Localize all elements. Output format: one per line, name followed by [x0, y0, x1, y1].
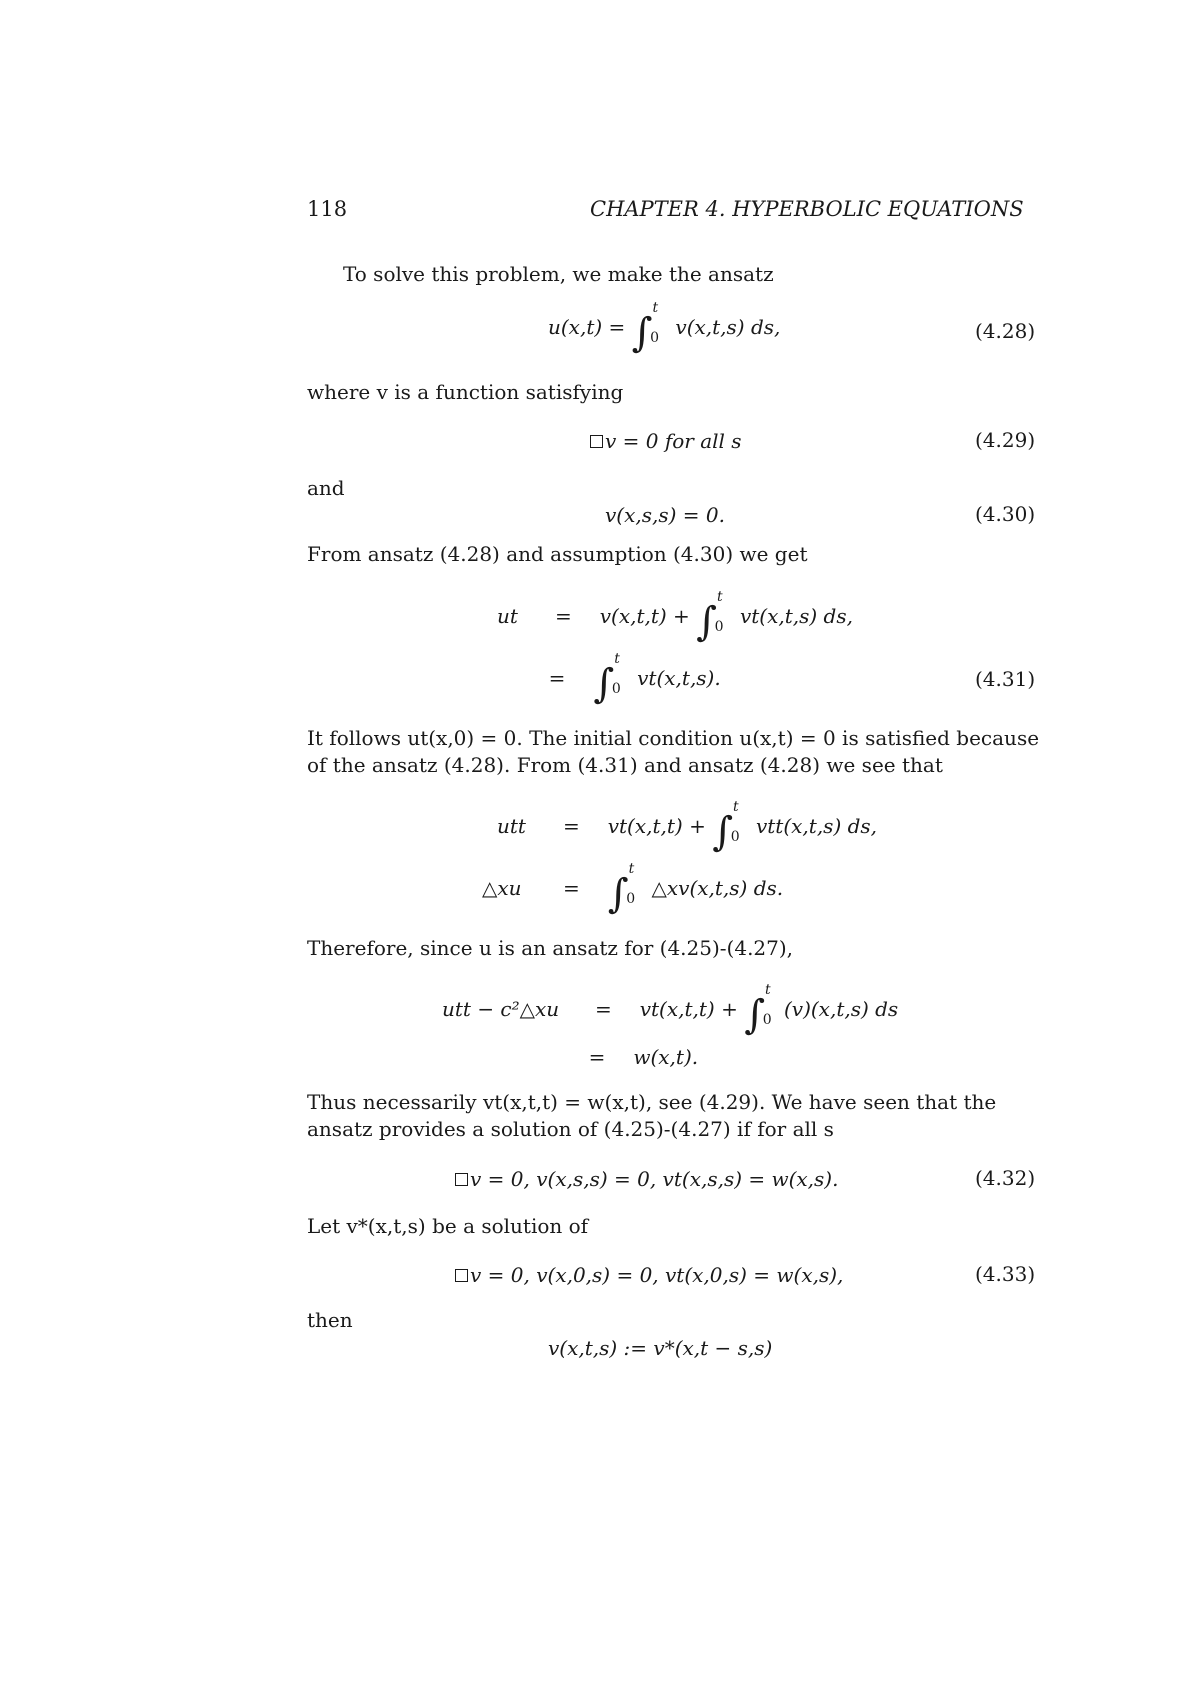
paragraph-let-v-star: Let v*(x,t,s) be a solution of — [307, 1214, 589, 1238]
relation-equals: = — [562, 876, 580, 900]
eq-4-28-lhs: u(x,t) = — [548, 315, 626, 339]
equation-number-4-31: (4.31) — [975, 667, 1036, 691]
page-number: 118 — [307, 197, 348, 221]
integral-sign: ∫ — [607, 871, 629, 917]
equation-4-32 — [455, 1166, 838, 1192]
equation-4-33 — [455, 1262, 843, 1288]
eq-utt-rhs-a: vt(x,t,t) + — [607, 814, 706, 838]
box-operator-icon — [455, 1173, 468, 1186]
integral-upper-limit: t — [733, 799, 739, 815]
eq-utt-rhs-b: vtt(x,t,s) ds, — [755, 814, 878, 838]
eq-utt-lhs: utt — [497, 814, 526, 838]
integral-lower-limit: 0 — [730, 829, 740, 845]
box-operator-icon — [590, 435, 603, 448]
equation-4-29 — [590, 428, 742, 454]
paragraph-thus-line2: ansatz provides a solution of (4.25)-(4.27) if for all s — [307, 1117, 834, 1141]
eq-4-31-rhs-a: v(x,t,t) + — [599, 604, 690, 628]
equation-4-28 — [548, 300, 781, 356]
equation-wave-line1 — [442, 982, 899, 1038]
paragraph-it-follows-line1: It follows ut(x,0) = 0. The initial condition u(x,t) = 0 is satisfied because — [307, 726, 1040, 750]
equation-laplacian-line — [482, 861, 784, 917]
relation-equals: = — [548, 666, 566, 690]
eq-wave-rhs-b-wrap — [784, 997, 898, 1021]
integral-sign: ∫ — [593, 661, 615, 707]
equation-final: v(x,t,s) := v*(x,t − s,s) — [548, 1336, 773, 1360]
eq-wave-lhs: utt − c²△xu — [442, 997, 560, 1021]
relation-equals: = — [554, 604, 572, 628]
paragraph-then: then — [307, 1308, 353, 1332]
eq-laplacian-rhs: △xv(x,t,s) ds. — [651, 876, 784, 900]
chapter-title: CHAPTER 4. HYPERBOLIC EQUATIONS — [590, 197, 1024, 221]
paragraph-therefore: Therefore, since u is an ansatz for (4.25)-(4.27), — [307, 936, 794, 960]
paragraph-where-v: where v is a function satisfying — [307, 380, 624, 404]
integral-lower-limit: 0 — [762, 1012, 772, 1028]
integral-sign: ∫ — [696, 599, 718, 645]
integral-sign: ∫ — [744, 992, 766, 1038]
equation-wave-line2 — [567, 1044, 698, 1070]
paragraph-it-follows-line2: of the ansatz (4.28). From (4.31) and ansatz (4.28) we see that — [307, 753, 943, 777]
integral-upper-limit: t — [614, 651, 620, 667]
paragraph-ansatz-intro: To solve this problem, we make the ansatz — [343, 262, 774, 286]
equation-number-4-29: (4.29) — [975, 428, 1036, 452]
equation-number-4-30: (4.30) — [975, 502, 1036, 526]
integral-lower-limit: 0 — [714, 619, 724, 635]
eq-wave-rhs-a: vt(x,t,t) + — [639, 997, 738, 1021]
eq-4-28-rhs: v(x,t,s) ds, — [675, 315, 781, 339]
paragraph-thus-line1: Thus necessarily vt(x,t,t) = w(x,t), see (4.29). We have seen that the — [307, 1090, 997, 1114]
eq-4-31-rhs-b: vt(x,t,s) ds, — [739, 604, 853, 628]
box-operator-icon — [455, 1269, 468, 1282]
integral-sign: ∫ — [631, 310, 653, 356]
eq-4-32-body: v = 0, v(x,s,s) = 0, vt(x,s,s) = w(x,s). — [470, 1167, 839, 1191]
integral-upper-limit: t — [628, 861, 635, 877]
integral-lower-limit: 0 — [626, 891, 636, 907]
eq-4-29-body: v = 0 for all s — [605, 429, 742, 453]
equation-number-4-32: (4.32) — [975, 1166, 1036, 1190]
equation-4-30: v(x,s,s) = 0. — [605, 503, 725, 527]
integral-sign: ∫ — [712, 809, 734, 855]
relation-equals: = — [588, 1045, 606, 1069]
integral-upper-limit: t — [717, 589, 723, 605]
integral-lower-limit: 0 — [611, 681, 621, 697]
integral-upper-limit: t — [652, 300, 659, 316]
equation-number-4-33: (4.33) — [975, 1262, 1036, 1286]
equation-utt-line1 — [497, 799, 878, 855]
eq-4-31-line2-rhs: vt(x,t,s). — [637, 666, 721, 690]
integral-lower-limit: 0 — [650, 330, 660, 346]
relation-equals: = — [594, 997, 612, 1021]
paragraph-from-ansatz: From ansatz (4.28) and assumption (4.30) we get — [307, 542, 808, 566]
integral-upper-limit: t — [765, 982, 771, 998]
equation-4-31-line1 — [497, 589, 853, 645]
eq-laplacian-lhs: △xu — [482, 876, 522, 900]
eq-4-33-body: v = 0, v(x,0,s) = 0, vt(x,0,s) = w(x,s), — [470, 1263, 844, 1287]
eq-wave-line2-rhs: w(x,t). — [633, 1045, 699, 1069]
eq-4-31-lhs: ut — [497, 604, 518, 628]
relation-equals: = — [562, 814, 580, 838]
equation-4-31-line2 — [527, 651, 721, 707]
paragraph-and: and — [307, 476, 345, 500]
eq-wave-rhs-b: (v)(x,t,s) ds — [783, 997, 899, 1021]
equation-number-4-28: (4.28) — [975, 319, 1036, 343]
